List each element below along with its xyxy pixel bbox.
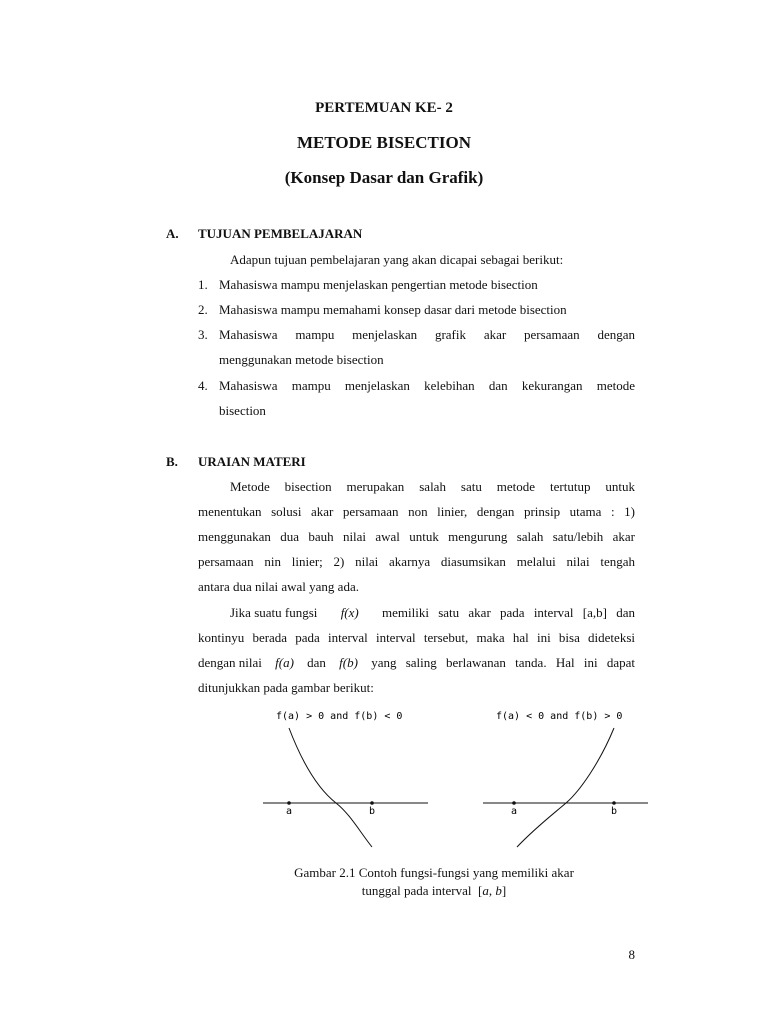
text-run: Jika suatu fungsi: [230, 605, 318, 620]
left-label-a: a: [286, 806, 293, 817]
paragraph-line: kontinyu berada pada interval interval tersebut, maka hal ini bisa dideteksi: [198, 630, 635, 645]
page-subtitle: (Konsep Dasar dan Grafik): [284, 168, 484, 187]
caption-bracket: [: [478, 883, 483, 898]
list-item-number: 2.: [198, 302, 208, 317]
list-item-number: 1.: [198, 277, 208, 292]
paragraph-line: persamaan nin linier; 2) nilai akarnya diasumsikan melalui nilai tengah: [198, 554, 635, 569]
text-run: dengan nilai: [198, 655, 262, 670]
list-item-continuation: menggunakan metode bisection: [219, 352, 384, 367]
page-number: 8: [628, 947, 635, 962]
text-run: memiliki satu akar pada interval [a,b] dan: [382, 605, 635, 620]
right-label-a: a: [511, 806, 518, 817]
list-item: Mahasiswa mampu menjelaskan kelebihan dan kekurangan metode: [219, 378, 635, 393]
section-a-intro: Adapun tujuan pembelajaran yang akan dicapai sebagai berikut:: [230, 252, 564, 267]
list-item-number: 3.: [198, 327, 208, 342]
right-increasing-curve: [517, 728, 614, 847]
list-item-continuation: bisection: [219, 403, 266, 418]
section-a-title: TUJUAN PEMBELAJARAN: [198, 226, 363, 241]
caption-text: tunggal pada interval: [361, 883, 472, 898]
left-point-a: [287, 801, 291, 805]
text-run: dan: [307, 655, 326, 670]
paragraph-line: ditunjukkan pada gambar berikut:: [198, 680, 374, 695]
caption-sep: ,: [488, 883, 496, 898]
list-item: Mahasiswa mampu menjelaskan grafik akar persamaan dengan: [219, 327, 635, 342]
right-graph-label: f(a) < 0 and f(b) > 0: [496, 711, 623, 722]
function-fa: f(a): [275, 655, 294, 670]
bisection-figure: [0, 700, 768, 860]
left-point-b: [370, 801, 374, 805]
section-b-letter: B.: [166, 454, 178, 469]
list-item: Mahasiswa mampu memahami konsep dasar dari metode bisection: [219, 302, 567, 317]
paragraph-line: menggunakan dua bauh nilai awal untuk mengurung salah satu/lebih akar: [198, 529, 635, 544]
figure-caption-line2: [0, 883, 768, 899]
section-a-letter: A.: [166, 226, 179, 241]
page-title: METODE BISECTION: [297, 133, 471, 152]
left-label-b: b: [369, 806, 376, 817]
caption-var-a: a: [482, 883, 489, 898]
paragraph-line: menentukan solusi akar persamaan non linier, dengan prinsip utama : 1): [198, 504, 635, 519]
left-graph-label: f(a) > 0 and f(b) < 0: [276, 711, 403, 722]
meeting-heading: PERTEMUAN KE- 2: [315, 100, 453, 116]
paragraph-line: [198, 655, 635, 671]
function-fb: f(b): [339, 655, 358, 670]
left-decreasing-curve: [289, 728, 372, 847]
text-run: yang saling berlawanan tanda. Hal ini dapat: [371, 655, 635, 670]
figure-caption-line1: Gambar 2.1 Contoh fungsi-fungsi yang memiliki akar: [294, 865, 574, 880]
paragraph-line: antara dua nilai awal yang ada.: [198, 579, 359, 594]
right-point-b: [612, 801, 616, 805]
paragraph-line: [230, 605, 635, 621]
list-item-number: 4.: [198, 378, 208, 393]
caption-var-b: b: [495, 883, 502, 898]
list-item: Mahasiswa mampu menjelaskan pengertian metode bisection: [219, 277, 538, 292]
right-label-b: b: [611, 806, 618, 817]
paragraph-line: Metode bisection merupakan salah satu metode tertutup untuk: [230, 479, 635, 494]
caption-bracket: ]: [501, 883, 507, 898]
section-b-title: URAIAN MATERI: [198, 454, 306, 469]
function-fx: f(x): [340, 605, 359, 620]
right-point-a: [512, 801, 516, 805]
